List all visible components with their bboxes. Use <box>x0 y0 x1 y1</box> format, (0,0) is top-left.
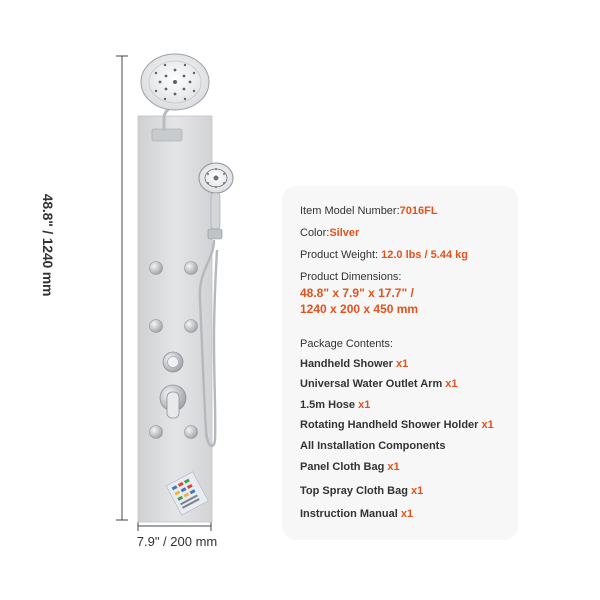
package-item <box>300 461 400 473</box>
dimensions-line-2: 1240 x 200 x 450 mm <box>300 302 419 316</box>
package-item-name: Panel Cloth Bag <box>300 461 385 473</box>
package-contents-label: Package Contents: <box>300 338 393 350</box>
package-item-qty: x1 <box>395 358 409 370</box>
weight-row <box>300 249 468 261</box>
package-item-name: Top Spray Cloth Bag <box>300 485 408 497</box>
package-item <box>300 485 423 497</box>
model-value: 7016FL <box>399 205 438 217</box>
package-item-qty: x1 <box>445 378 458 390</box>
width-dimension-line <box>138 521 211 531</box>
weight-label: Product Weight: <box>300 249 382 261</box>
package-item-qty: x1 <box>358 399 371 411</box>
package-item-name: All Installation Components <box>300 440 446 452</box>
package-item-qty: x1 <box>400 508 414 520</box>
package-item <box>300 358 408 370</box>
dimensions-line-1: 48.8" x 7.9" x 17.7" / <box>300 286 414 300</box>
model-row <box>300 205 438 217</box>
package-item-name: Instruction Manual <box>300 508 398 520</box>
package-item <box>300 508 413 520</box>
package-item-name: 1.5m Hose <box>300 399 356 411</box>
package-item-qty: x1 <box>411 485 424 497</box>
color-row <box>300 227 359 239</box>
model-label: Item Model Number: <box>300 205 400 217</box>
package-item <box>300 378 458 390</box>
weight-value: 12.0 lbs / 5.44 kg <box>381 249 468 261</box>
package-item-name: Rotating Handheld Shower Holder <box>300 419 479 431</box>
height-dimension-label: 48.8" / 1240 mm <box>40 193 56 297</box>
diverter-knob <box>163 352 183 372</box>
rain-shower-head <box>141 54 209 110</box>
package-item <box>300 419 494 431</box>
dimensions-label: Product Dimensions: <box>300 271 402 283</box>
package-item <box>300 399 370 411</box>
width-dimension-label: 7.9" / 200 mm <box>136 534 218 549</box>
package-item-qty: x1 <box>481 419 494 431</box>
package-item <box>300 440 445 452</box>
color-value: Silver <box>329 227 360 239</box>
package-item-name: Handheld Shower <box>300 358 393 370</box>
height-dimension-line <box>116 56 128 520</box>
package-item-qty: x1 <box>387 461 400 473</box>
package-item-name: Universal Water Outlet Arm <box>300 378 443 390</box>
color-label: Color: <box>300 227 330 239</box>
